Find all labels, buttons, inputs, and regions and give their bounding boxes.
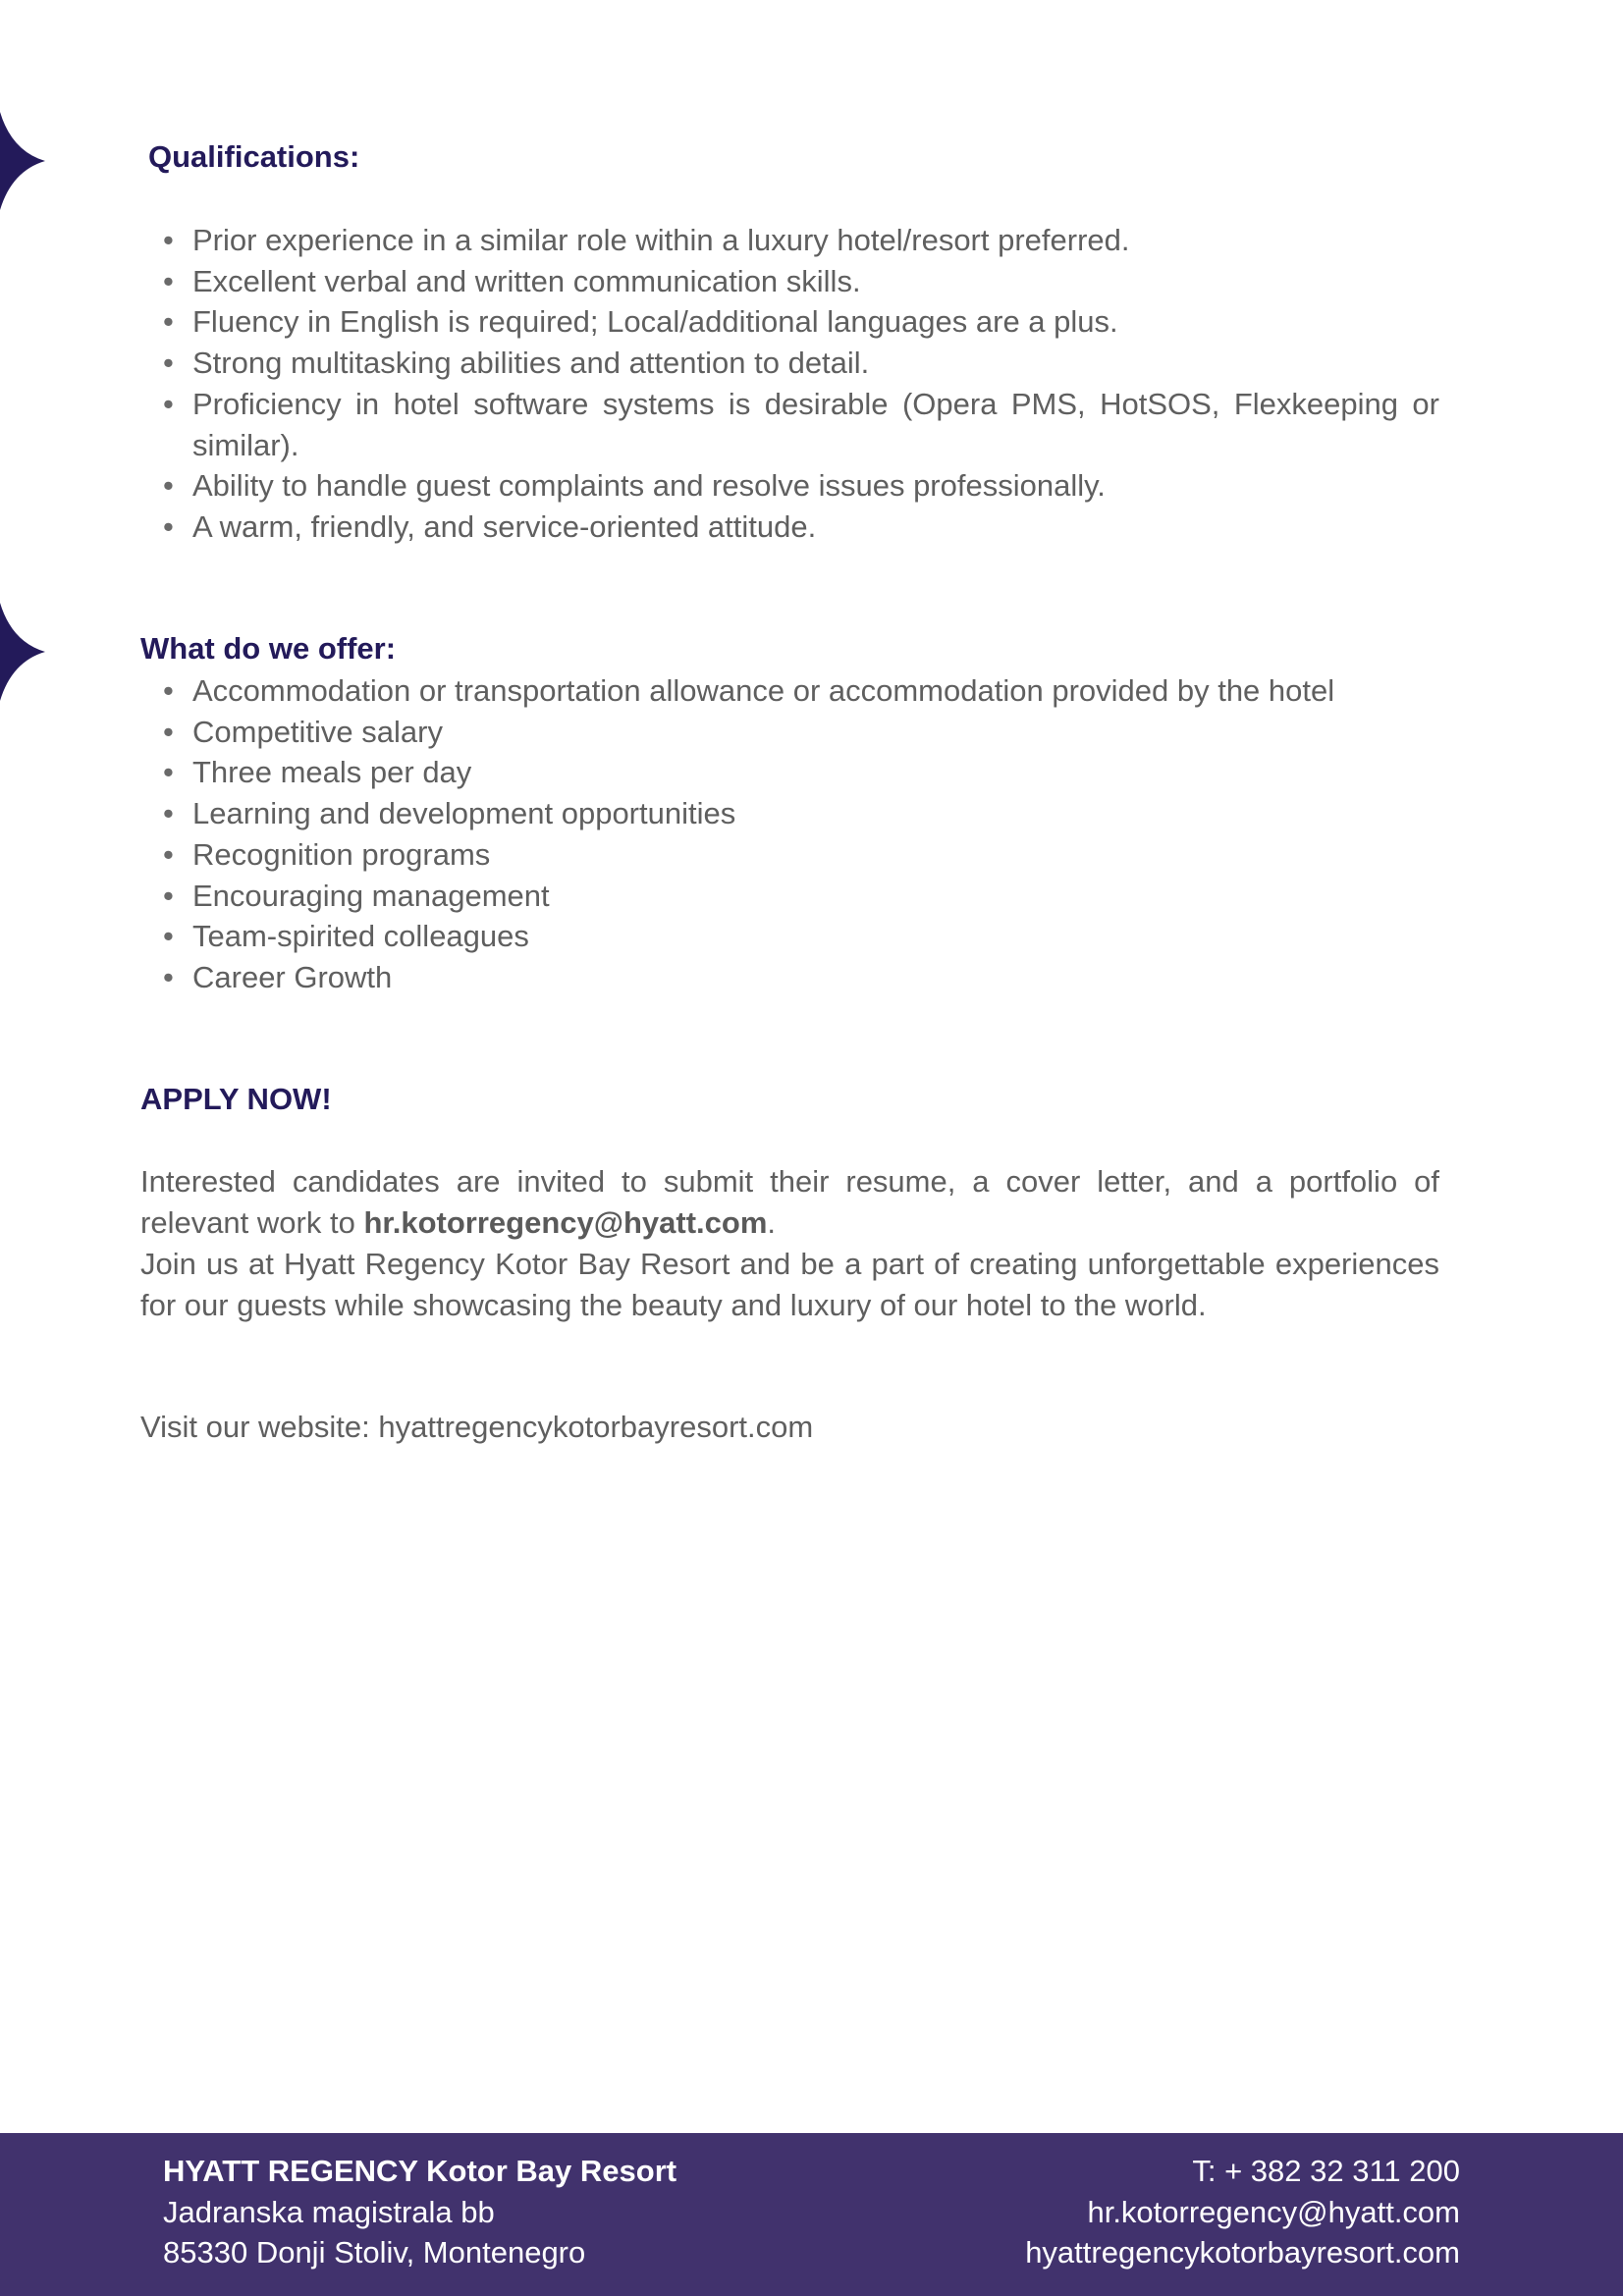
apply-intro-text: Interested candidates are invited to submit their resume, a cover letter, and a portfolio of relevant work to <box>140 1164 1439 1240</box>
list-item: • Competitive salary <box>163 712 1439 753</box>
apply-email-link[interactable]: hr.kotorregency@hyatt.com <box>363 1204 768 1240</box>
offer-heading: What do we offer: <box>140 631 397 666</box>
section-marker-icon <box>0 603 45 701</box>
list-item: • Ability to handle guest complaints and resolve issues professionally. <box>163 465 1439 507</box>
list-item: • Proficiency in hotel software systems is desirable (Opera PMS, HotSOS, Flexkeeping or similar). <box>163 384 1439 465</box>
list-item: • Team-spirited colleagues <box>163 916 1439 957</box>
footer-phone[interactable]: T: + 382 32 311 200 <box>1192 2154 1460 2188</box>
qualifications-heading: Qualifications: <box>148 139 360 174</box>
footer-website-link[interactable]: hyattregencykotorbayresort.com <box>1025 2235 1460 2270</box>
apply-intro-paragraph <box>140 1161 1439 1243</box>
footer-address-block <box>163 2151 676 2273</box>
list-item: • A warm, friendly, and service-oriented attitude. <box>163 507 1439 548</box>
list-item: • Accommodation or transportation allowance or accommodation provided by the hotel <box>163 670 1439 712</box>
footer-address-line: 85330 Donji Stoliv, Montenegro <box>163 2235 586 2270</box>
offer-list <box>163 670 1439 998</box>
qualifications-list <box>163 220 1439 548</box>
list-item: • Encouraging management <box>163 876 1439 917</box>
footer-email-link[interactable]: hr.kotorregency@hyatt.com <box>1087 2194 1460 2229</box>
website-paragraph: Visit our website: hyattregencykotorbayresort.com <box>140 1410 814 1444</box>
list-item: • Three meals per day <box>163 752 1439 793</box>
list-item: • Recognition programs <box>163 834 1439 876</box>
list-item: • Strong multitasking abilities and attention to detail. <box>163 343 1439 384</box>
apply-intro-end: . <box>767 1204 777 1240</box>
list-item: • Career Growth <box>163 957 1439 998</box>
list-item: • Learning and development opportunities <box>163 793 1439 834</box>
footer-hotel-name: HYATT REGENCY Kotor Bay Resort <box>163 2154 677 2188</box>
list-item: • Excellent verbal and written communication skills. <box>163 261 1439 302</box>
footer <box>0 2133 1623 2296</box>
section-marker-icon <box>0 112 45 210</box>
join-paragraph: Join us at Hyatt Regency Kotor Bay Resort and be a part of creating unforgettable experiences for our guests while showcasing the beauty and luxury of our hotel to the world. <box>140 1247 1439 1322</box>
list-item: • Prior experience in a similar role within a luxury hotel/resort preferred. <box>163 220 1439 261</box>
apply-heading: APPLY NOW! <box>140 1082 332 1116</box>
footer-address-line: Jadranska magistrala bb <box>163 2194 495 2229</box>
footer-contact-block <box>1025 2151 1460 2273</box>
list-item: • Fluency in English is required; Local/additional languages are a plus. <box>163 301 1439 343</box>
